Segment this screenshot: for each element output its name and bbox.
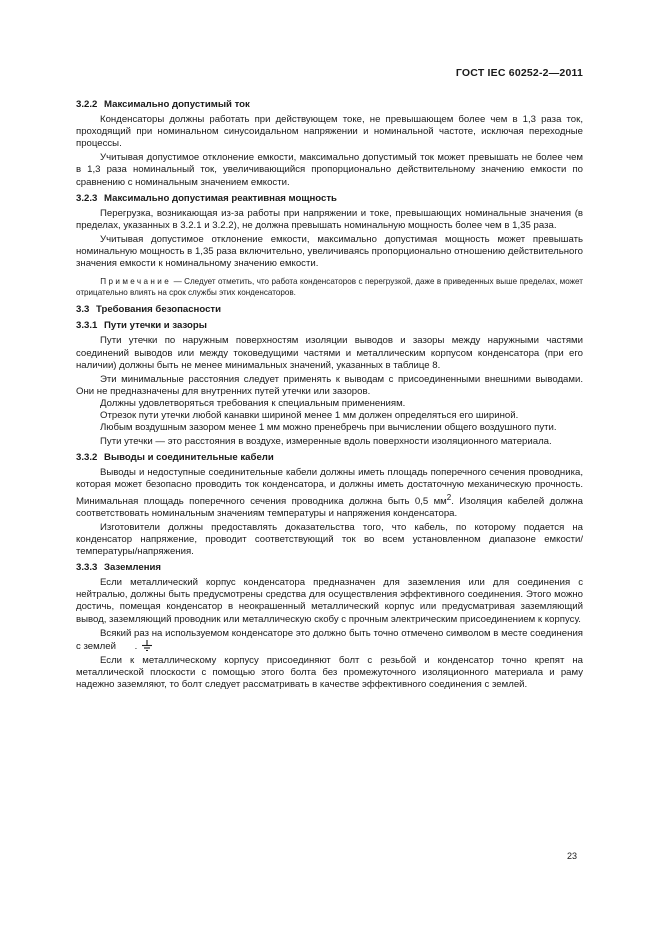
page-content	[76, 95, 583, 693]
paragraph: Конденсаторы должны работать при действующем токе, не превышающем более чем в 1,3 раза ток, проходящий при номинальном синусоидальном напряжении и номинальной частоте, исключая переходные процессы.	[76, 114, 583, 150]
section-title: Заземления	[104, 562, 162, 574]
section-title: Требования безопасности	[96, 304, 222, 316]
section-heading-3-3	[76, 304, 583, 316]
section-number: 3.3.3	[76, 562, 98, 574]
section-number: 3.2.2	[76, 99, 98, 110]
paragraph: Если к металлическому корпусу присоединяют болт с резьбой и конденсатор точно крепят на металлической плоскости с помощью этого болта без промежуточного изоляционного материала и раму надежно заземляют, то болт следует рассматривать в качестве эффективного соединения с землей.	[76, 654, 583, 691]
paragraph	[76, 628, 583, 653]
paragraph: Эти минимальные расстояния следует применять к выводам с присоединенными внешними выводами. Они не предназначены для внутренних путей утечки или зазоров.	[76, 373, 583, 397]
paragraph: Если металлический корпус конденсатора предназначен для заземления или для соединения с нейтралью, должны быть предусмотрены средства для осуществления эффективного соединения. Этого можно достичь, помещая конденсатор в неокрашенный металлический корпус или предусматривая заземляющий вывод, заземляющий проводник или металлическую скобу с прочным электрическим присоединением к корпусу.	[76, 577, 583, 625]
note-text: — Следует отметить, что работа конденсаторов с перегрузкой, даже в приведенных выше пределах, может отрицательно влиять на срок службы этих конденсаторов.	[76, 277, 583, 298]
superscript: 2	[446, 492, 452, 502]
section-number: 3.3.1	[76, 320, 98, 332]
paragraph: Учитывая допустимое отклонение емкости, максимально допустимая мощность может превышать номинальную мощность в 1,35 раза включительно, увеличиваясь пропорционально отношению действительного значения емкости к номинальному значению емкости.	[76, 233, 583, 270]
section-heading-3-3-3	[76, 562, 583, 574]
section-heading-3-2-2	[76, 99, 583, 111]
section-title: Максимально допустимая реактивная мощность	[104, 192, 337, 204]
section-heading-3-3-1	[76, 320, 583, 332]
paragraph: Должны удовлетворяться требования к специальным применениям.	[100, 397, 406, 409]
section-title: Пути утечки и зазоры	[104, 320, 207, 332]
paragraph	[76, 467, 583, 520]
section-heading-3-2-3	[76, 193, 583, 205]
paragraph: Любым воздушным зазором менее 1 мм можно пренебречь при вычислении общего воздушного пути.	[100, 422, 557, 434]
section-heading-3-3-2	[76, 452, 583, 464]
standard-header: ГОСТ IEC 60252-2—2011	[455, 67, 583, 79]
section-number: 3.2.3	[76, 192, 98, 204]
section-title: Выводы и соединительные кабели	[104, 452, 274, 464]
paragraph-text: Выводы и недоступные соединительные кабели должны иметь площадь поперечного сечения проводника, которая может безопасно проводить ток конденсатора, и должны иметь достаточную механическую прочность. Минимальная площадь поперечного сечения проводника должна быть 0,5 мм	[76, 467, 583, 507]
paragraph: Пути утечки по наружным поверхностям изоляции выводов и зазоры между наружными частями соединений выводов или между токоведущими частями и металлическим корпусом конденсатора (при его наличии) должны быть не менее минимальных значений, указанных в таблице 8.	[76, 335, 583, 371]
section-number: 3.3	[76, 304, 90, 316]
paragraph-text: Всякий раз на используемом конденсаторе это должно быть точно отмечено символом в месте соединения с землей	[76, 627, 583, 652]
ground-symbol-icon	[117, 640, 129, 651]
note	[76, 276, 583, 298]
section-number: 3.3.2	[76, 452, 98, 464]
section-title: Максимально допустимый ток	[104, 99, 250, 110]
page-number: 23	[566, 851, 577, 861]
paragraph: Отрезок пути утечки любой канавки шириной менее 1 мм должен определяться его шириной.	[100, 409, 519, 421]
paragraph-text-end: .	[134, 640, 138, 652]
note-label: Примечание	[100, 277, 172, 287]
paragraph: Учитывая допустимое отклонение емкости, максимально допустимый ток может превышать не более чем в 1,3 раза номинальный ток, увеличивающийся пропорционально действительному значению емкости по сравнению с номинальным значением емкости.	[76, 152, 583, 188]
paragraph: Перегрузка, возникающая из-за работы при напряжении и токе, превышающих номинальные значения (в пределах, указанных в 3.2.1 и 3.2.2), не должна превышать номинальную мощность более чем в 1,35 раза.	[76, 207, 583, 231]
paragraph-text-end: . Изоляция кабелей должна соответствовать номинальным значениям температуры и напряжения конденсатора.	[76, 495, 583, 519]
paragraph: Изготовители должны предоставлять доказательства того, что кабель, по которому подается на конденсатор напряжение, проводит соответствующий ток во всем установленном диапазоне емкости/температуры/напряжения.	[76, 521, 583, 558]
paragraph: Пути утечки — это расстояния в воздухе, измеренные вдоль поверхности изоляционного материала.	[100, 436, 552, 448]
